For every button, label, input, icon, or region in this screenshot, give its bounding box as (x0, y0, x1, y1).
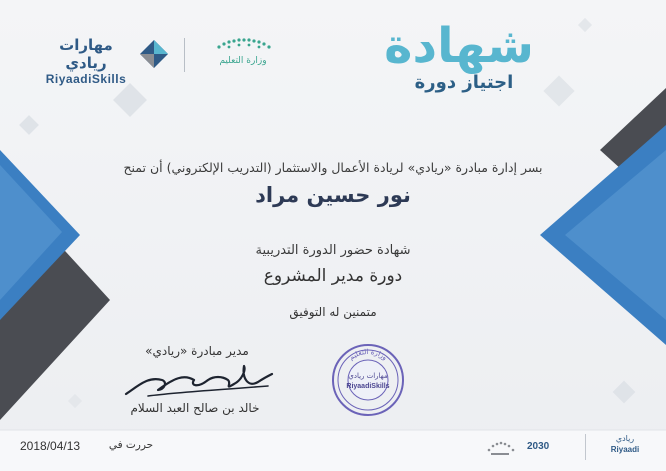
stamp-center-english: RiyaadiSkills (346, 383, 390, 390)
vision-2030-logo: 2030 (527, 441, 550, 452)
faint-diamond (613, 381, 636, 404)
director-role: مدير مبادرة «ريادي» (145, 344, 249, 358)
riyaadi-footer-logo (603, 433, 647, 455)
footer-logos (485, 430, 645, 464)
faint-diamond (578, 18, 592, 32)
ministry-of-education-logo (198, 36, 288, 67)
header-logos (38, 36, 288, 86)
logo-separator (184, 38, 185, 72)
stamp-center-arabic: مهارات ريادي (348, 372, 388, 380)
faint-diamond (113, 83, 147, 117)
certificate-title-block (384, 18, 534, 93)
ministry-footer-icon (485, 436, 515, 458)
director-name: خالد بن صالح العبد السلام (130, 401, 260, 415)
riyaadi-logo-english: RiyaadiSkills (45, 72, 127, 86)
riyaadi-logo-arabic: مهارات ريادي (59, 36, 113, 72)
faint-diamond (543, 75, 574, 106)
issue-date-label: حررت في (108, 439, 154, 451)
footer-separator (585, 434, 586, 460)
grant-statement: بسر إدارة مبادرة «ريادي» لريادة الأعمال والاستثمار (التدريب الإلكتروني) أن تمنح (123, 160, 543, 175)
riyaadi-footer-english: Riyaadi (610, 445, 640, 454)
attendance-statement: شهادة حضور الدورة التدريبية (255, 243, 411, 258)
riyaadi-footer-arabic: ريادي (615, 434, 635, 443)
official-stamp (330, 342, 406, 418)
issue-date: 2018/04/13 (20, 439, 81, 453)
course-name: دورة مدير المشروع (263, 266, 403, 286)
stamp-arc-text: وزارة التعليم (347, 347, 389, 362)
wishes-line: متمنين له التوفيق (289, 305, 377, 319)
signature-image (118, 360, 278, 402)
riyaadi-skills-logo-text (38, 36, 134, 86)
certificate-subtitle: اجتياز دورة (414, 72, 514, 93)
faint-diamond (19, 115, 39, 135)
recipient-name: نور حسين مراد (255, 183, 411, 207)
ministry-name: وزارة التعليم (219, 56, 267, 66)
ministry-dots-icon (213, 37, 273, 51)
riyaadi-cube-icon (138, 38, 170, 70)
certificate-title: شهادة (384, 18, 534, 74)
